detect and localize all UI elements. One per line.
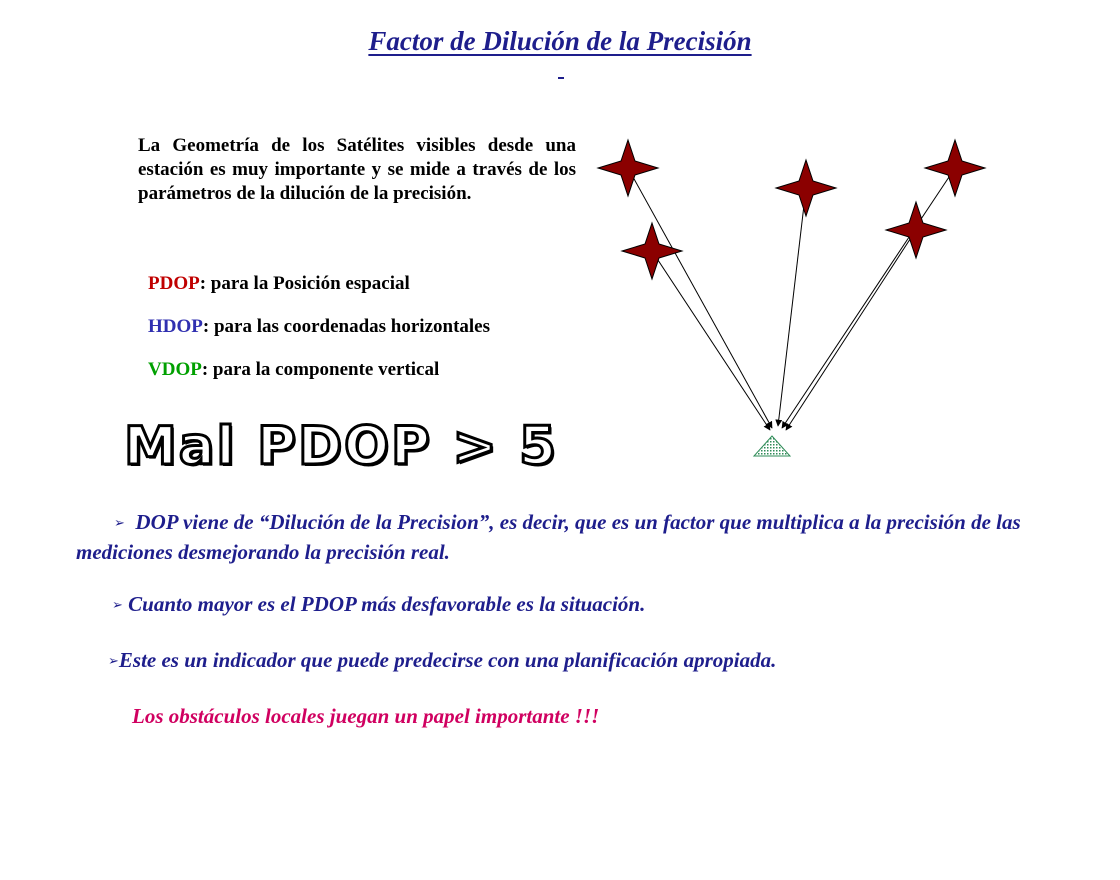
arrowhead-bullet-icon: ➢ [108,654,119,669]
dop-term-vdop: VDOP [148,359,202,380]
dop-desc-pdop: : para la Posición espacial [199,273,410,294]
arrowhead-bullet-icon: ➢ [112,598,123,613]
arrowhead-bullet-icon: ➢ [114,516,125,531]
satellite-icon [925,140,985,196]
signal-line [652,251,770,430]
bullet-predictable [108,646,776,676]
receiver-icon [754,436,790,456]
satellite-icon [622,223,682,279]
page-title: Factor de Dilución de la Precisión [368,26,752,56]
bullet-text-3: Este es un indicador que puede predecirse con una planificación apropiada. [118,648,777,672]
intro-paragraph: La Geometría de los Satélites visibles desde una estación es muy importante y se mide a través de los parámetros de la dilución de la precisión. [138,135,576,204]
dop-item-pdop [148,273,410,295]
signal-line [778,188,806,426]
bullet-text-2: Cuanto mayor es el PDOP más desfavorable es la situación. [128,592,646,616]
satellite-geometry-diagram [560,120,1000,470]
dop-term-hdop: HDOP [148,316,203,337]
dop-desc-hdop: : para las coordenadas horizontales [202,316,490,337]
signal-line [628,168,772,428]
satellite-icon [886,202,946,258]
dop-term-pdop: PDOP [148,273,200,294]
dop-desc-vdop: : para la componente vertical [201,359,440,380]
satellite-icon [598,140,658,196]
bad-pdop-wordart: Mal PDOP > 5 [124,416,559,477]
footer-note: Los obstáculos locales juegan un papel importante !!! [132,704,600,728]
satellite-icon [776,160,836,216]
dop-item-vdop [148,359,439,381]
bullet-dop-definition [76,508,1036,567]
bullet-text-1: DOP viene de “Dilución de la Precision”, es decir, que es un factor que multiplica a la precisión de las mediciones desmejorando la precisión real. [76,510,1021,564]
title-dash-divider [558,77,564,79]
bullet-pdop-worse [112,590,645,620]
signal-line [786,230,916,430]
dop-item-hdop [148,316,490,338]
